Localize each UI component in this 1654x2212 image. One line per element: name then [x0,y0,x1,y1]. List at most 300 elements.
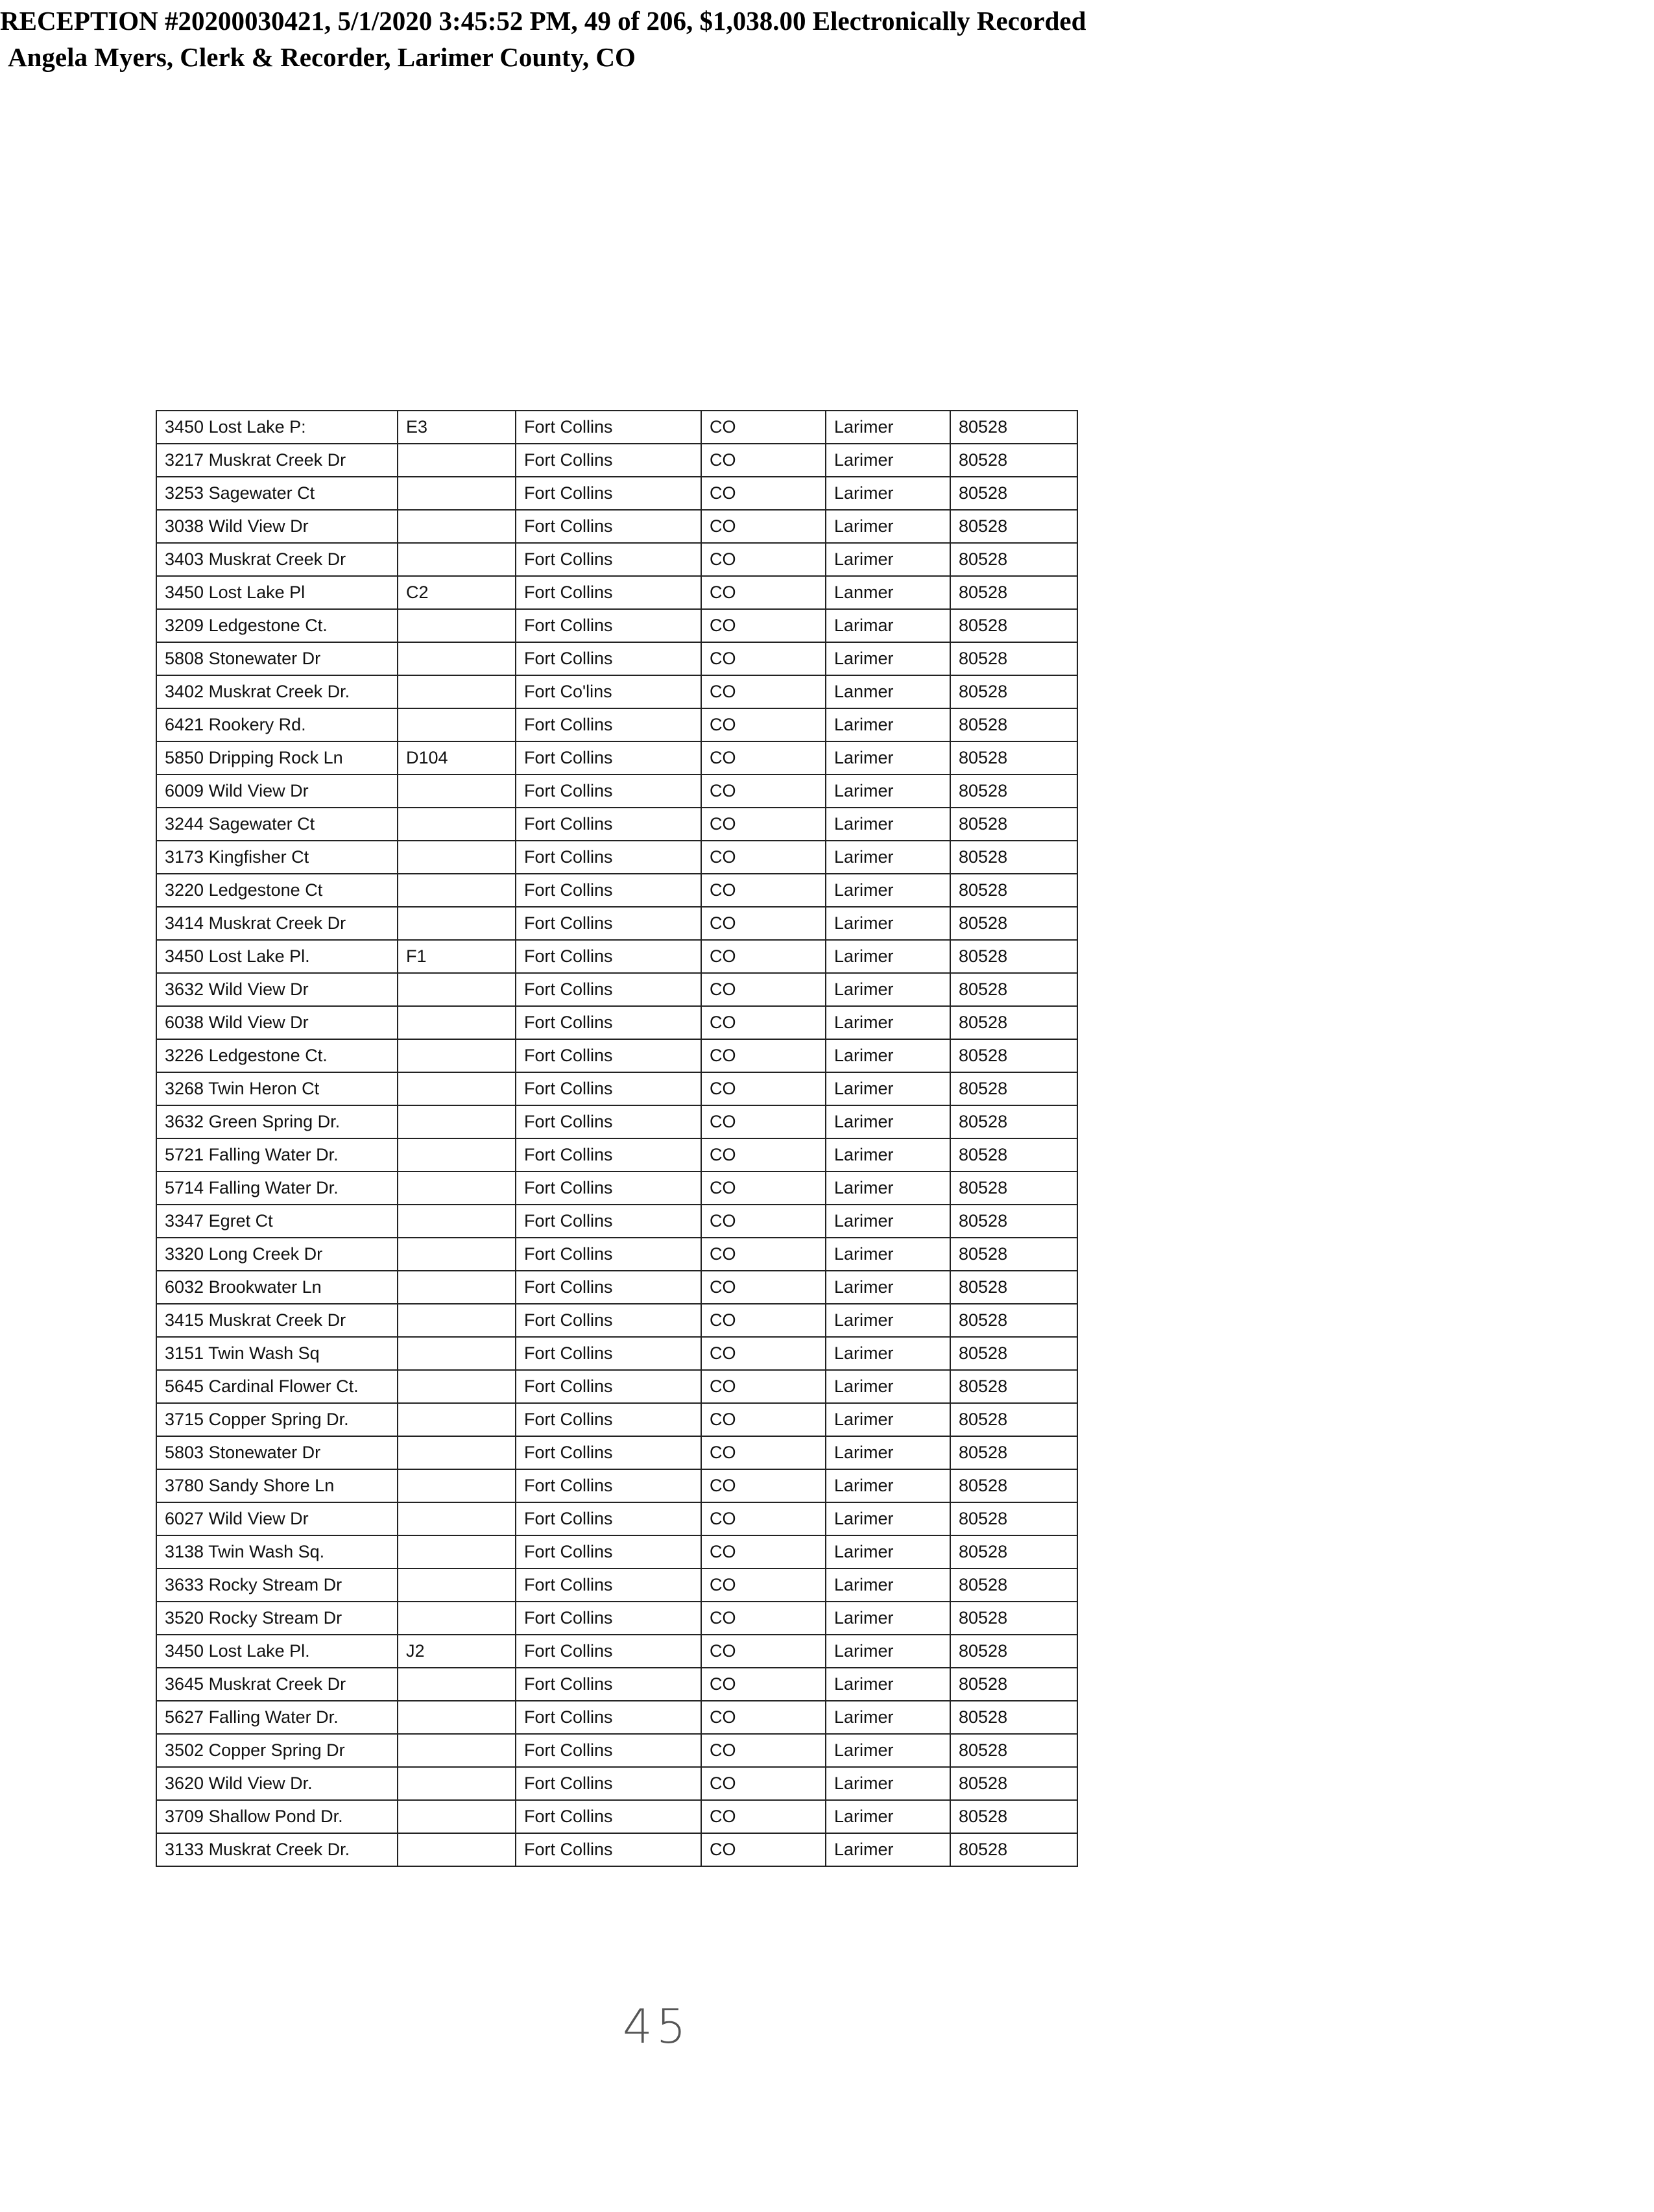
unit-cell [398,543,516,576]
county-cell: Larimer [826,1006,950,1039]
state-cell: CO [701,1502,826,1535]
county-cell: Larimer [826,1138,950,1172]
state-cell: CO [701,1569,826,1602]
state-cell: CO [701,775,826,808]
city-cell: Fort Collins [516,1569,701,1602]
city-cell: Fort Collins [516,1304,701,1337]
zip-cell: 80528 [950,1304,1077,1337]
address-cell: 6421 Rookery Rd. [156,708,398,741]
table-row [156,1602,1077,1635]
city-cell: Fort Collins [516,1337,701,1370]
unit-cell [398,907,516,940]
city-cell: Fort Collins [516,1172,701,1205]
state-cell: CO [701,1370,826,1403]
state-cell: CO [701,874,826,907]
zip-cell: 80528 [950,1072,1077,1105]
county-cell: Larimer [826,1436,950,1469]
unit-cell [398,1734,516,1767]
zip-cell: 80528 [950,609,1077,642]
county-cell: Larimer [826,543,950,576]
city-cell: Fort Collins [516,576,701,609]
unit-cell [398,1271,516,1304]
address-cell: 3414 Muskrat Creek Dr [156,907,398,940]
city-cell: Fort Collins [516,1833,701,1866]
address-cell: 3780 Sandy Shore Ln [156,1469,398,1502]
county-cell: Larimer [826,444,950,477]
table-row [156,1800,1077,1833]
zip-cell: 80528 [950,444,1077,477]
zip-cell: 80528 [950,1833,1077,1866]
table-row [156,874,1077,907]
city-cell: Fort Collins [516,1006,701,1039]
table-row [156,1238,1077,1271]
table-row [156,642,1077,675]
county-cell: Larimer [826,1469,950,1502]
unit-cell [398,1767,516,1800]
state-cell: CO [701,808,826,841]
zip-cell: 80528 [950,675,1077,708]
address-cell: 3268 Twin Heron Ct [156,1072,398,1105]
state-cell: CO [701,1767,826,1800]
table-row [156,1436,1077,1469]
city-cell: Fort Collins [516,1403,701,1436]
city-cell: Fort Collins [516,973,701,1006]
unit-cell [398,1337,516,1370]
county-cell: Larimer [826,1304,950,1337]
address-cell: 3450 Lost Lake Pl. [156,1635,398,1668]
zip-cell: 80528 [950,1039,1077,1072]
handwritten-page-number: 45 [623,1999,690,2054]
table-row [156,1370,1077,1403]
address-cell: 5645 Cardinal Flower Ct. [156,1370,398,1403]
zip-cell: 80528 [950,1271,1077,1304]
zip-cell: 80528 [950,874,1077,907]
address-cell: 3415 Muskrat Creek Dr [156,1304,398,1337]
zip-cell: 80528 [950,741,1077,775]
county-cell: Larimer [826,1502,950,1535]
table-row [156,444,1077,477]
zip-cell: 80528 [950,411,1077,444]
city-cell: Fort Collins [516,1469,701,1502]
state-cell: CO [701,1337,826,1370]
state-cell: CO [701,1238,826,1271]
county-cell: Larimer [826,510,950,543]
table-row [156,1767,1077,1800]
state-cell: CO [701,1172,826,1205]
unit-cell [398,808,516,841]
address-cell: 5803 Stonewater Dr [156,1436,398,1469]
table-row [156,1304,1077,1337]
state-cell: CO [701,1469,826,1502]
state-cell: CO [701,1668,826,1701]
county-cell: Larimer [826,1271,950,1304]
county-cell: Larimer [826,973,950,1006]
address-cell: 3450 Lost Lake Pl. [156,940,398,973]
state-cell: CO [701,477,826,510]
state-cell: CO [701,1635,826,1668]
county-cell: Larimer [826,1635,950,1668]
zip-cell: 80528 [950,1569,1077,1602]
zip-cell: 80528 [950,940,1077,973]
address-cell: 3038 Wild View Dr [156,510,398,543]
state-cell: CO [701,1205,826,1238]
zip-cell: 80528 [950,1701,1077,1734]
county-cell: Larimer [826,841,950,874]
address-cell: 3217 Muskrat Creek Dr [156,444,398,477]
unit-cell: J2 [398,1635,516,1668]
state-cell: CO [701,1039,826,1072]
zip-cell: 80528 [950,1602,1077,1635]
zip-cell: 80528 [950,1172,1077,1205]
state-cell: CO [701,1403,826,1436]
address-cell: 3220 Ledgestone Ct [156,874,398,907]
table-row [156,775,1077,808]
zip-cell: 80528 [950,510,1077,543]
city-cell: Fort Collins [516,1072,701,1105]
table-row [156,808,1077,841]
table-row [156,1833,1077,1866]
zip-cell: 80528 [950,477,1077,510]
address-cell: 6009 Wild View Dr [156,775,398,808]
county-cell: Larimer [826,1205,950,1238]
state-cell: CO [701,411,826,444]
state-cell: CO [701,1436,826,1469]
unit-cell: E3 [398,411,516,444]
unit-cell [398,973,516,1006]
city-cell: Fort Collins [516,907,701,940]
city-cell: Fort Collins [516,477,701,510]
unit-cell [398,1569,516,1602]
address-cell: 3633 Rocky Stream Dr [156,1569,398,1602]
zip-cell: 80528 [950,1535,1077,1569]
table-row [156,411,1077,444]
table-row [156,477,1077,510]
zip-cell: 80528 [950,775,1077,808]
table-row [156,1138,1077,1172]
address-cell: 6027 Wild View Dr [156,1502,398,1535]
address-cell: 3173 Kingfisher Ct [156,841,398,874]
zip-cell: 80528 [950,642,1077,675]
zip-cell: 80528 [950,576,1077,609]
address-cell: 3709 Shallow Pond Dr. [156,1800,398,1833]
zip-cell: 80528 [950,907,1077,940]
unit-cell [398,1800,516,1833]
address-cell: 3209 Ledgestone Ct. [156,609,398,642]
county-cell: Larimer [826,1800,950,1833]
county-cell: Larimer [826,477,950,510]
unit-cell [398,1039,516,1072]
address-cell: 3450 Lost Lake P: [156,411,398,444]
recording-header [0,3,1648,75]
address-cell: 3450 Lost Lake Pl [156,576,398,609]
unit-cell [398,609,516,642]
zip-cell: 80528 [950,1337,1077,1370]
table-row [156,1569,1077,1602]
state-cell: CO [701,1701,826,1734]
unit-cell [398,841,516,874]
zip-cell: 80528 [950,1403,1077,1436]
zip-cell: 80528 [950,708,1077,741]
county-cell: Larimer [826,940,950,973]
table-row [156,940,1077,973]
unit-cell: C2 [398,576,516,609]
county-cell: Larimer [826,1403,950,1436]
address-cell: 5721 Falling Water Dr. [156,1138,398,1172]
county-cell: Larimer [826,775,950,808]
zip-cell: 80528 [950,1767,1077,1800]
unit-cell [398,1833,516,1866]
state-cell: CO [701,1304,826,1337]
city-cell: Fort Collins [516,1767,701,1800]
state-cell: CO [701,1006,826,1039]
unit-cell [398,1403,516,1436]
state-cell: CO [701,609,826,642]
table-row [156,708,1077,741]
state-cell: CO [701,444,826,477]
city-cell: Fort Collins [516,642,701,675]
city-cell: Fort Collins [516,775,701,808]
county-cell: Larimer [826,1370,950,1403]
zip-cell: 80528 [950,1734,1077,1767]
unit-cell [398,1502,516,1535]
city-cell: Fort Collins [516,1635,701,1668]
zip-cell: 80528 [950,1205,1077,1238]
address-cell: 5850 Dripping Rock Ln [156,741,398,775]
table-row [156,1403,1077,1436]
state-cell: CO [701,675,826,708]
zip-cell: 80528 [950,1006,1077,1039]
city-cell: Fort Collins [516,1105,701,1138]
address-cell: 3632 Wild View Dr [156,973,398,1006]
county-cell: Larimer [826,1701,950,1734]
zip-cell: 80528 [950,1138,1077,1172]
table-row [156,609,1077,642]
zip-cell: 80528 [950,973,1077,1006]
county-cell: Larimer [826,1668,950,1701]
city-cell: Fort Collins [516,1734,701,1767]
unit-cell [398,1701,516,1734]
state-cell: CO [701,708,826,741]
zip-cell: 80528 [950,1105,1077,1138]
unit-cell [398,1006,516,1039]
address-cell: 5627 Falling Water Dr. [156,1701,398,1734]
unit-cell [398,1370,516,1403]
county-cell: Lanmer [826,675,950,708]
table-row [156,973,1077,1006]
address-cell: 5714 Falling Water Dr. [156,1172,398,1205]
state-cell: CO [701,1602,826,1635]
address-cell: 3347 Egret Ct [156,1205,398,1238]
state-cell: CO [701,1535,826,1569]
unit-cell [398,477,516,510]
table-row [156,1205,1077,1238]
county-cell: Larimer [826,642,950,675]
county-cell: Larimar [826,609,950,642]
unit-cell [398,708,516,741]
unit-cell [398,510,516,543]
unit-cell [398,874,516,907]
unit-cell [398,1072,516,1105]
state-cell: CO [701,1271,826,1304]
zip-cell: 80528 [950,1668,1077,1701]
state-cell: CO [701,1800,826,1833]
city-cell: Fort Collins [516,411,701,444]
table-row [156,1734,1077,1767]
address-cell: 3226 Ledgestone Ct. [156,1039,398,1072]
unit-cell [398,1138,516,1172]
table-row [156,1502,1077,1535]
county-cell: Larimer [826,1039,950,1072]
county-cell: Larimer [826,1535,950,1569]
unit-cell: D104 [398,741,516,775]
unit-cell [398,1535,516,1569]
city-cell: Fort Co'lins [516,675,701,708]
county-cell: Larimer [826,741,950,775]
state-cell: CO [701,973,826,1006]
unit-cell [398,642,516,675]
table-row [156,1006,1077,1039]
state-cell: CO [701,1833,826,1866]
address-table-container [156,410,1077,1867]
county-cell: Larimer [826,1569,950,1602]
county-cell: Larimer [826,874,950,907]
city-cell: Fort Collins [516,609,701,642]
zip-cell: 80528 [950,841,1077,874]
table-row [156,1668,1077,1701]
city-cell: Fort Collins [516,1602,701,1635]
zip-cell: 80528 [950,543,1077,576]
unit-cell [398,675,516,708]
table-row [156,1072,1077,1105]
unit-cell [398,1469,516,1502]
unit-cell [398,1205,516,1238]
state-cell: CO [701,1105,826,1138]
table-row [156,1337,1077,1370]
city-cell: Fort Collins [516,1370,701,1403]
address-cell: 3138 Twin Wash Sq. [156,1535,398,1569]
county-cell: Larimer [826,1072,950,1105]
state-cell: CO [701,841,826,874]
table-row [156,1535,1077,1569]
city-cell: Fort Collins [516,1039,701,1072]
city-cell: Fort Collins [516,1205,701,1238]
table-row [156,1271,1077,1304]
city-cell: Fort Collins [516,1800,701,1833]
table-row [156,1635,1077,1668]
zip-cell: 80528 [950,1635,1077,1668]
address-cell: 3520 Rocky Stream Dr [156,1602,398,1635]
county-cell: Larimer [826,1767,950,1800]
state-cell: CO [701,510,826,543]
county-cell: Larimer [826,1105,950,1138]
table-row [156,543,1077,576]
city-cell: Fort Collins [516,510,701,543]
city-cell: Fort Collins [516,543,701,576]
county-cell: Lanmer [826,576,950,609]
address-cell: 3632 Green Spring Dr. [156,1105,398,1138]
county-cell: Larimer [826,1238,950,1271]
city-cell: Fort Collins [516,1138,701,1172]
state-cell: CO [701,543,826,576]
table-row [156,1172,1077,1205]
address-cell: 3715 Copper Spring Dr. [156,1403,398,1436]
zip-cell: 80528 [950,1436,1077,1469]
address-cell: 3502 Copper Spring Dr [156,1734,398,1767]
city-cell: Fort Collins [516,1436,701,1469]
clerk-line: Angela Myers, Clerk & Recorder, Larimer County, CO [8,42,636,72]
zip-cell: 80528 [950,1469,1077,1502]
address-cell: 3151 Twin Wash Sq [156,1337,398,1370]
city-cell: Fort Collins [516,1502,701,1535]
city-cell: Fort Collins [516,1535,701,1569]
unit-cell [398,1304,516,1337]
address-cell: 6038 Wild View Dr [156,1006,398,1039]
address-cell: 5808 Stonewater Dr [156,642,398,675]
city-cell: Fort Collins [516,708,701,741]
unit-cell [398,1105,516,1138]
county-cell: Larimer [826,1734,950,1767]
reception-line: RECEPTION #20200030421, 5/1/2020 3:45:52 PM, 49 of 206, $1,038.00 Electronically Recorded [0,6,1086,36]
zip-cell: 80528 [950,1370,1077,1403]
table-row [156,1105,1077,1138]
unit-cell [398,444,516,477]
address-cell: 6032 Brookwater Ln [156,1271,398,1304]
unit-cell: F1 [398,940,516,973]
table-row [156,741,1077,775]
county-cell: Larimer [826,1833,950,1866]
county-cell: Larimer [826,708,950,741]
state-cell: CO [701,940,826,973]
address-cell: 3133 Muskrat Creek Dr. [156,1833,398,1866]
table-row [156,907,1077,940]
city-cell: Fort Collins [516,1238,701,1271]
unit-cell [398,775,516,808]
address-table [156,410,1078,1867]
state-cell: CO [701,741,826,775]
state-cell: CO [701,642,826,675]
state-cell: CO [701,907,826,940]
unit-cell [398,1668,516,1701]
county-cell: Larimer [826,1172,950,1205]
state-cell: CO [701,1138,826,1172]
table-row [156,576,1077,609]
city-cell: Fort Collins [516,1271,701,1304]
city-cell: Fort Collins [516,1701,701,1734]
city-cell: Fort Collins [516,1668,701,1701]
city-cell: Fort Collins [516,940,701,973]
zip-cell: 80528 [950,1238,1077,1271]
city-cell: Fort Collins [516,741,701,775]
address-cell: 3253 Sagewater Ct [156,477,398,510]
zip-cell: 80528 [950,1800,1077,1833]
county-cell: Larimer [826,808,950,841]
zip-cell: 80528 [950,1502,1077,1535]
unit-cell [398,1436,516,1469]
unit-cell [398,1238,516,1271]
address-cell: 3403 Muskrat Creek Dr [156,543,398,576]
county-cell: Larimer [826,411,950,444]
county-cell: Larimer [826,1337,950,1370]
table-row [156,1039,1077,1072]
table-row [156,841,1077,874]
table-row [156,1469,1077,1502]
county-cell: Larimer [826,1602,950,1635]
address-cell: 3620 Wild View Dr. [156,1767,398,1800]
city-cell: Fort Collins [516,874,701,907]
state-cell: CO [701,1072,826,1105]
city-cell: Fort Collins [516,808,701,841]
state-cell: CO [701,576,826,609]
